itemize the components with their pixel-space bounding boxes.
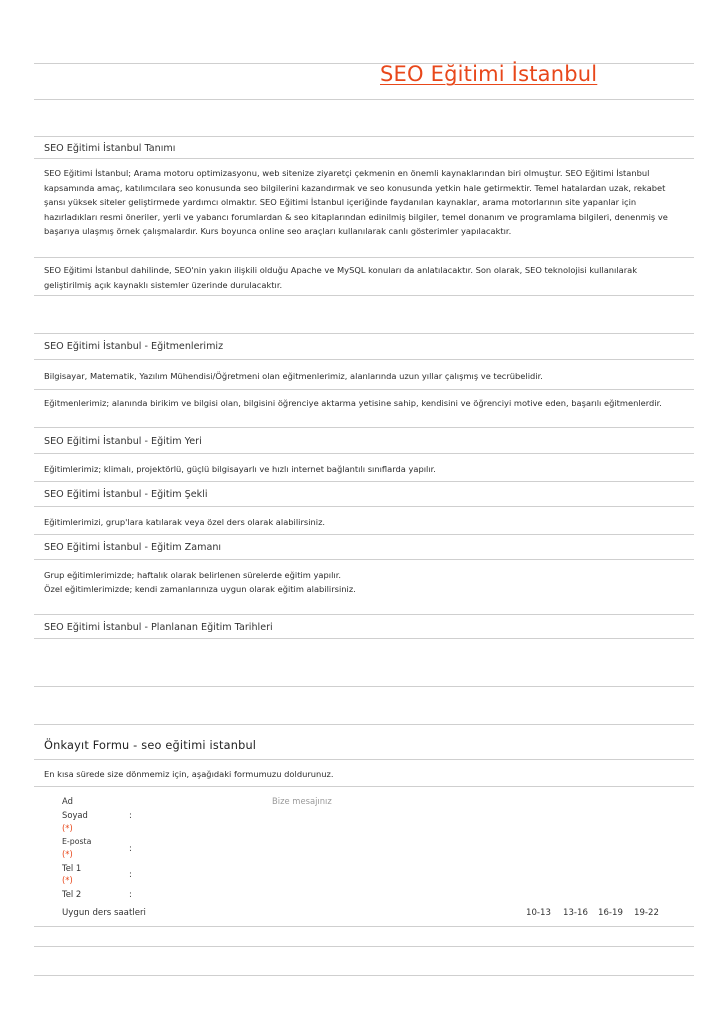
tel2-label: Tel 2 [62, 889, 82, 899]
divider [34, 453, 694, 454]
tel2-input[interactable]: : [129, 889, 132, 899]
hours-label: Uygun ders saatleri [62, 908, 146, 918]
hour-slot-13-16[interactable]: 13-16 [563, 908, 588, 918]
hour-slot-19-22[interactable]: 19-22 [634, 908, 659, 918]
egitmenler-paragraph-1: Bilgisayar, Matematik, Yazılım Mühendisi/Öğretmeni olan eğitmenlerimiz, alanlarında uzun yıllar çalışmış ve tecrübelidir. [44, 371, 543, 381]
divider [34, 257, 694, 258]
sekil-paragraph: Eğitimlerimizi, grup'lara katılarak veya özel ders olarak alabilirsiniz. [44, 517, 326, 527]
divider [34, 506, 694, 507]
divider [34, 427, 694, 428]
soyad-label: Soyad [62, 810, 88, 820]
tanim-paragraph-1: SEO Eğitimi İstanbul; Arama motoru optimizasyonu, web sitenize ziyaretçi çekmenin en önemli kaynaklarından biri olmuştur. SEO Eğitimi İstanbul kapsamında amaç, katılımcılara seo konusunda seo bilgilerini kazandırmak ve seo konusunda yetkin hale getirmektir. Temel hatalardan uzak, rekabet şansı yüksek siteler geliştirmede yardımcı olmaktır. SEO Eğitimi İstanbul içeriğinde faydanılan kaynaklar, arama motorlarının site yapanlar için hazırladıkları resmi öneriler, yerli ve yabancı forumlardan & seo kitaplarından edinilmiş bilgiler, temel donanım ve programlama bilgileri, denenmiş ve başarıya ulaşmış örnek çalışmalardır. Kurs boyunca online seo araçları kullanılarak canlı gösterimler yapılacaktır. [44, 168, 668, 237]
eposta-input[interactable]: : [129, 843, 132, 853]
section-heading-tanim: SEO Eğitimi İstanbul Tanımı [44, 143, 176, 154]
eposta-label: E-posta [62, 837, 92, 846]
ad-label: Ad [62, 796, 73, 806]
section-heading-tarihler: SEO Eğitimi İstanbul - Planlanan Eğitim Tarihleri [44, 622, 273, 633]
message-textarea[interactable]: Bize mesajınız [272, 796, 332, 806]
divider [34, 389, 694, 390]
tanim-paragraph-2: SEO Eğitimi İstanbul dahilinde, SEO'nin yakın ilişkili olduğu Apache ve MySQL konuları da anlatılacaktır. Son olarak, SEO teknolojisi kullanılarak geliştirilmiş açık kaynaklı sistemler üzerinde durulacaktır. [44, 265, 638, 290]
divider [34, 333, 694, 334]
divider [34, 638, 694, 639]
divider [34, 759, 694, 760]
hour-slot-10-13[interactable]: 10-13 [526, 908, 551, 918]
divider [34, 724, 694, 725]
divider [34, 786, 694, 787]
yer-paragraph: Eğitimlerimiz; klimalı, projektörlü, güçlü bilgisayarlı ve hızlı internet bağlantılı sınıflarda yapılır. [44, 464, 436, 474]
required-mark: (*) [62, 875, 73, 885]
divider [34, 295, 694, 296]
egitmenler-paragraph-2: Eğitmenlerimiz; alanında birikim ve bilgisi olan, bilgisini öğrenciye aktarma yetisine sahip, kendisini ve öğrenciyi motive eden, başarılı eğitmenlerdir. [44, 398, 662, 408]
zaman-line-2: Özel eğitimlerimizde; kendi zamanlarınıza uygun olarak eğitim alabilirsiniz. [44, 584, 356, 594]
divider [34, 158, 694, 159]
section-heading-zaman: SEO Eğitimi İstanbul - Eğitim Zamanı [44, 542, 222, 553]
tel1-input[interactable]: : [129, 869, 132, 879]
tel1-label: Tel 1 [62, 863, 82, 873]
divider [34, 926, 694, 927]
divider [34, 946, 694, 947]
divider [34, 614, 694, 615]
hour-slot-16-19[interactable]: 16-19 [598, 908, 623, 918]
required-mark: (*) [62, 823, 73, 833]
divider [34, 136, 694, 137]
divider [34, 559, 694, 560]
divider [34, 481, 694, 482]
required-mark: (*) [62, 849, 73, 859]
divider [34, 975, 694, 976]
section-heading-egitmenler: SEO Eğitimi İstanbul - Eğitmenlerimiz [44, 341, 224, 352]
soyad-input[interactable]: : [129, 810, 132, 820]
section-heading-yer: SEO Eğitimi İstanbul - Eğitim Yeri [44, 436, 202, 447]
zaman-line-1: Grup eğitimlerimizde; haftalık olarak belirlenen sürelerde eğitim yapılır. [44, 570, 341, 580]
divider [34, 534, 694, 535]
divider [34, 359, 694, 360]
divider [34, 99, 694, 100]
divider [34, 686, 694, 687]
page-title: SEO Eğitimi İstanbul [380, 62, 598, 86]
form-title: Önkayıt Formu - seo eğitimi istanbul [44, 739, 257, 752]
form-intro: En kısa sürede size dönmemiz için, aşağıdaki formumuzu doldurunuz. [44, 769, 334, 779]
section-heading-sekil: SEO Eğitimi İstanbul - Eğitim Şekli [44, 489, 208, 500]
